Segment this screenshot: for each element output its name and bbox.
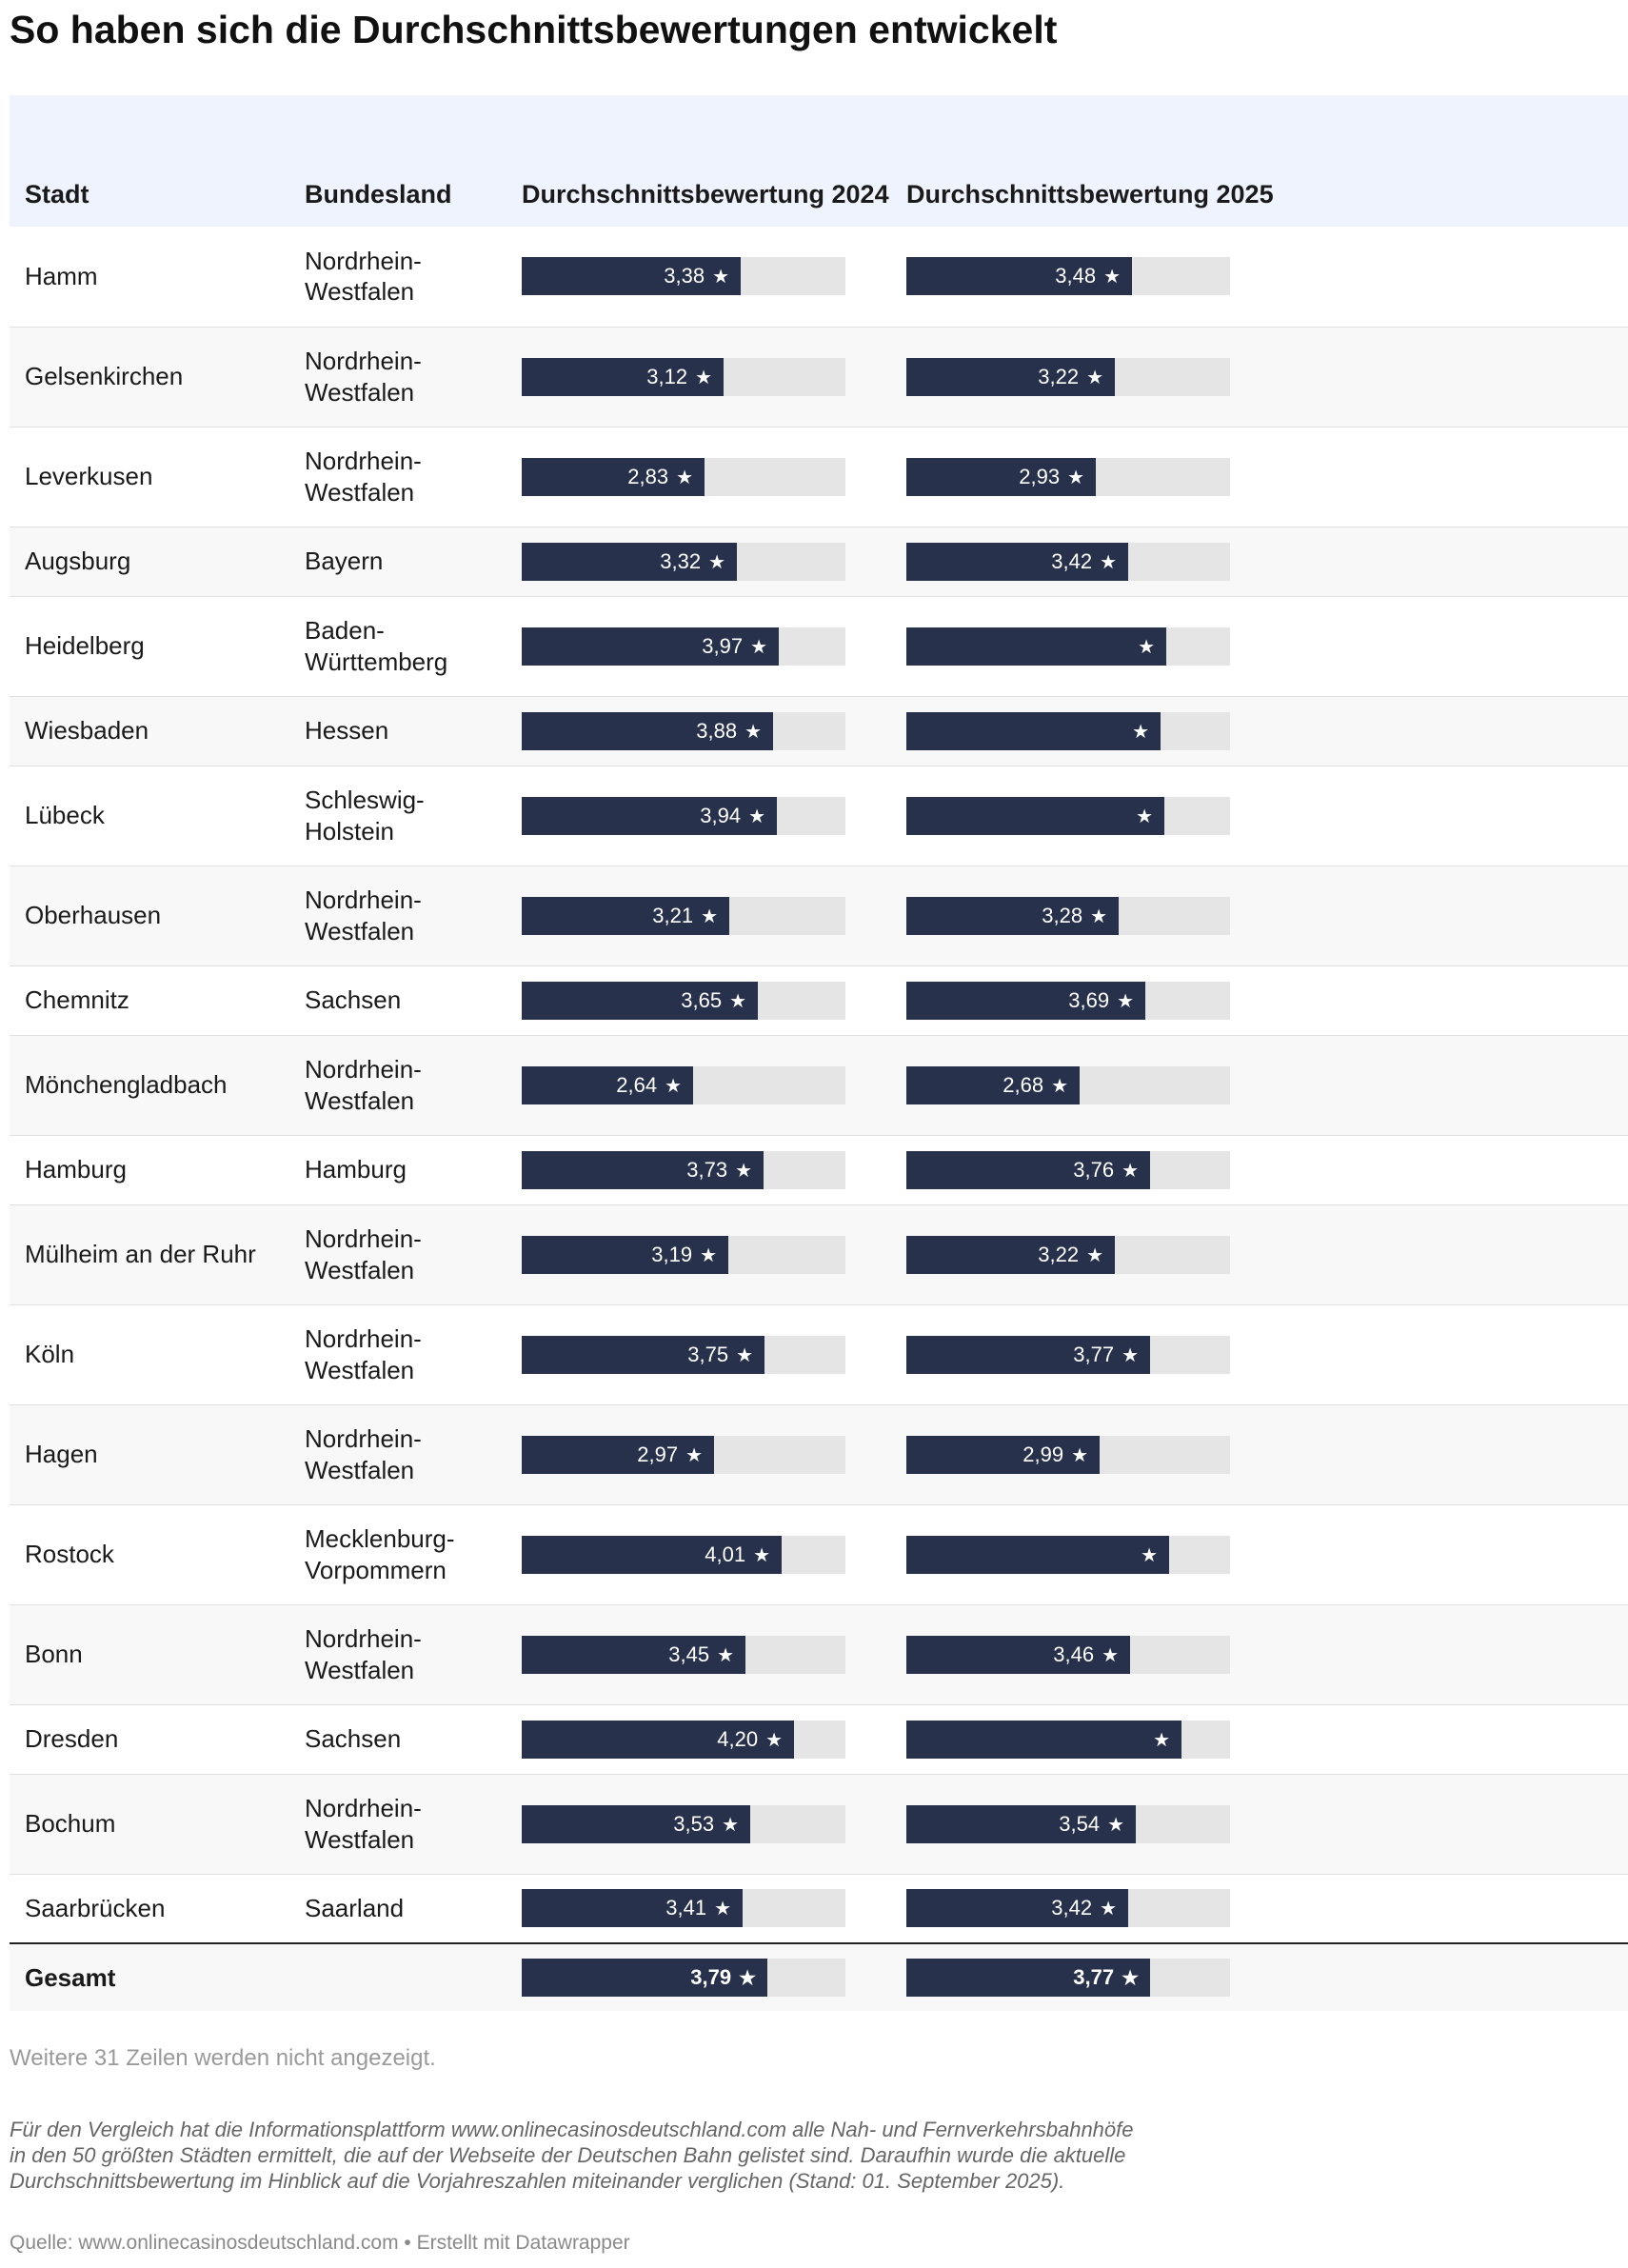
rating-value-2024: 3,41 (665, 1896, 707, 1920)
bar-label-2024 (522, 1236, 717, 1274)
city-cell: Leverkusen (25, 462, 153, 491)
table-row (10, 1704, 1628, 1774)
overflow-cell (1281, 766, 1628, 865)
city-cell: Augsburg (25, 547, 131, 576)
city-cell: Hamburg (25, 1155, 127, 1184)
bar-track-2024 (522, 358, 845, 396)
chart-title: So haben sich die Durchschnittsbewertungen entwickelt (10, 8, 1058, 51)
bar-label-2025 (906, 257, 1121, 295)
bar-track-2024 (522, 1536, 845, 1574)
rating-value-2024: 3,38 (664, 264, 705, 288)
bar-cell-2024 (512, 1874, 897, 1943)
state-cell: Nordrhein-Westfalen (305, 447, 422, 507)
column-header-2025[interactable]: Durchschnittsbewertung 2025 (906, 180, 1274, 209)
bar-label-2025 (906, 1151, 1139, 1189)
rating-value-2024: 3,45 (668, 1641, 710, 1666)
overflow-cell (1281, 1774, 1628, 1874)
bar-label-2025 (906, 897, 1107, 935)
bar-track-2024 (522, 797, 845, 835)
bar-track-2025 (906, 1336, 1230, 1374)
table-row (10, 1035, 1628, 1135)
rating-value-2024: 3,75 (687, 1342, 729, 1366)
bar-track-2025 (906, 1236, 1230, 1274)
bar-cell-2025 (897, 227, 1281, 327)
rating-value-2025: 2,93 (1019, 464, 1061, 488)
state-cell: Nordrhein-Westfalen (305, 1324, 422, 1384)
state-cell: Nordrhein-Westfalen (305, 1624, 422, 1684)
bar-cell-2025 (897, 427, 1281, 527)
overflow-cell (1281, 427, 1628, 527)
bar-label-2024 (522, 1336, 753, 1374)
bar-label-2025 (906, 797, 1153, 835)
city-cell: Heidelberg (25, 631, 145, 661)
bar-cell-2025 (897, 1204, 1281, 1304)
ratings-table-container (10, 95, 1274, 2011)
hidden-rows-note[interactable]: Weitere 31 Zeilen werden nicht angezeigt. (10, 2045, 436, 2071)
bar-track-2025 (906, 712, 1230, 750)
bar-track-2024 (522, 1721, 845, 1759)
state-cell: Saarland (305, 1894, 405, 1922)
bar-track-2024 (522, 1436, 845, 1474)
bar-cell-2024 (512, 865, 897, 965)
bar-track-2025 (906, 1805, 1230, 1843)
rating-value-2025: 3,42 (1051, 1896, 1093, 1920)
state-cell: Bayern (305, 547, 384, 576)
star-icon: ★ (700, 1244, 717, 1266)
star-icon: ★ (1102, 1644, 1119, 1666)
bar-cell-2024 (512, 1204, 897, 1304)
city-cell: Oberhausen (25, 901, 162, 930)
star-icon: ★ (1086, 367, 1103, 388)
star-icon: ★ (745, 721, 762, 743)
rating-value-2024: 3,32 (660, 548, 702, 573)
bar-track-2024 (522, 257, 845, 295)
bar-label-2024 (522, 712, 762, 750)
state-cell: Sachsen (305, 985, 402, 1015)
bar-track-2025 (906, 543, 1230, 581)
rating-value-2025: 3,54 (1059, 1811, 1101, 1836)
rating-value-2025: 3,22 (1038, 1242, 1080, 1266)
bar-label-2024 (522, 1889, 731, 1927)
bar-track-2024 (522, 1236, 845, 1274)
bar-cell-2025 (897, 1135, 1281, 1204)
rating-value-2024: 3,12 (646, 364, 688, 388)
table-row (10, 766, 1628, 865)
star-icon: ★ (717, 1644, 734, 1666)
rating-value-2024: 2,64 (616, 1072, 658, 1097)
total-bar-2024-cell (512, 1943, 897, 2011)
city-cell: Köln (25, 1340, 75, 1369)
bar-cell-2025 (897, 1874, 1281, 1943)
bar-label-2025 (906, 1805, 1124, 1843)
star-icon: ★ (722, 1814, 739, 1836)
bar-cell-2024 (512, 1504, 897, 1604)
city-cell: Bonn (25, 1640, 83, 1669)
rating-value-2024: 2,83 (627, 464, 669, 488)
rating-value-2024: 2,97 (637, 1442, 679, 1466)
city-cell: Lübeck (25, 801, 105, 830)
bar-track-2024 (522, 1151, 845, 1189)
bar-cell-2024 (512, 1704, 897, 1774)
bar-track-2024 (522, 1336, 845, 1374)
table-row (10, 965, 1628, 1035)
bar-label-2025 (906, 627, 1155, 666)
rating-value-2025: 3,76 (1073, 1157, 1115, 1182)
bar-label-2025 (906, 712, 1149, 750)
bar-track-2025 (906, 982, 1230, 1020)
bar-cell-2025 (897, 696, 1281, 766)
rating-value-2024: 3,19 (651, 1242, 693, 1266)
bar-cell-2024 (512, 596, 897, 696)
overflow-cell (1281, 1304, 1628, 1404)
bar-track-2025 (906, 358, 1230, 396)
city-cell: Bochum (25, 1809, 116, 1839)
table-row (10, 527, 1628, 596)
bar-label-2025 (906, 1336, 1139, 1374)
overflow-cell (1281, 1135, 1628, 1204)
city-cell: Saarbrücken (25, 1894, 166, 1922)
bar-track-2025 (906, 458, 1230, 496)
bar-label-2024 (522, 458, 693, 496)
state-cell: Nordrhein-Westfalen (305, 246, 422, 307)
bar-label-2025 (906, 1436, 1088, 1474)
bar-cell-2024 (512, 766, 897, 865)
overflow-cell (1281, 596, 1628, 696)
star-icon: ★ (701, 905, 718, 927)
bar-cell-2025 (897, 1704, 1281, 1774)
total-bar-2025-label (906, 1959, 1139, 1997)
bar-cell-2025 (897, 1304, 1281, 1404)
bar-label-2024 (522, 897, 718, 935)
star-icon: ★ (1138, 636, 1155, 658)
star-icon: ★ (1141, 1544, 1158, 1566)
state-cell: Baden-Württemberg (305, 616, 448, 676)
city-cell: Gelsenkirchen (25, 362, 184, 391)
overflow-cell (1281, 1404, 1628, 1504)
bar-cell-2024 (512, 1035, 897, 1135)
bar-cell-2024 (512, 696, 897, 766)
bar-track-2025 (906, 1436, 1230, 1474)
star-icon: ★ (1051, 1075, 1068, 1097)
overflow-cell (1281, 696, 1628, 766)
table-row (10, 1774, 1628, 1874)
overflow-cell (1281, 965, 1628, 1035)
star-icon: ★ (753, 1544, 770, 1566)
bar-cell-2024 (512, 327, 897, 427)
state-cell: Mecklenburg-Vorpommern (305, 1524, 455, 1584)
bar-cell-2025 (897, 1035, 1281, 1135)
star-icon: ★ (685, 1444, 703, 1466)
bar-label-2025 (906, 543, 1117, 581)
total-value-2024: 3,79 (690, 1965, 732, 1989)
source-line: Quelle: www.onlinecasinosdeutschland.com • Erstellt mit Datawrapper (10, 2232, 630, 2254)
star-icon: ★ (1153, 1729, 1170, 1751)
bar-cell-2024 (512, 1404, 897, 1504)
bar-label-2025 (906, 458, 1084, 496)
bar-cell-2024 (512, 427, 897, 527)
rating-value-2024: 4,01 (705, 1542, 746, 1566)
total-bar-2024-label (522, 1959, 756, 1997)
bar-track-2025 (906, 897, 1230, 935)
star-icon: ★ (1136, 806, 1153, 827)
overflow-cell (1281, 1504, 1628, 1604)
overflow-cell (1281, 1874, 1628, 1943)
bar-cell-2024 (512, 1604, 897, 1704)
total-bar-2025-cell (897, 1943, 1281, 2011)
bar-track-2025 (906, 1536, 1230, 1574)
star-icon: ★ (1100, 551, 1117, 573)
bar-label-2025 (906, 1889, 1117, 1927)
bar-cell-2025 (897, 766, 1281, 865)
bar-label-2024 (522, 797, 765, 835)
star-icon: ★ (1103, 267, 1121, 288)
rating-value-2024: 3,94 (700, 803, 742, 827)
state-cell: Nordrhein-Westfalen (305, 347, 422, 407)
bar-track-2025 (906, 1066, 1230, 1104)
bar-track-2025 (906, 1151, 1230, 1189)
state-cell: Hamburg (305, 1155, 407, 1184)
overflow-cell (1281, 227, 1628, 327)
state-cell: Nordrhein-Westfalen (305, 885, 422, 945)
overflow-cell (1281, 1035, 1628, 1135)
bar-label-2024 (522, 257, 729, 295)
bar-cell-2025 (897, 327, 1281, 427)
overflow-cell (1281, 1604, 1628, 1704)
star-icon: ★ (714, 1899, 731, 1920)
bar-track-2024 (522, 1889, 845, 1927)
city-cell: Hagen (25, 1440, 98, 1469)
bar-track-2024 (522, 897, 845, 935)
star-icon: ★ (1132, 721, 1149, 743)
rating-value-2024: 3,97 (702, 633, 744, 658)
city-cell: Mülheim an der Ruhr (25, 1240, 256, 1269)
star-icon: ★ (1086, 1244, 1103, 1266)
rating-value-2025: 3,69 (1068, 987, 1110, 1012)
column-header-bundesland[interactable]: Bundesland (305, 180, 452, 209)
star-icon: ★ (708, 551, 725, 573)
rating-value-2025: 3,48 (1055, 264, 1097, 288)
bar-label-2025 (906, 982, 1134, 1020)
bar-label-2024 (522, 358, 712, 396)
bar-label-2025 (906, 358, 1103, 396)
star-icon: ★ (1122, 1344, 1139, 1366)
overflow-cell (1281, 1204, 1628, 1304)
overflow-cell (1281, 327, 1628, 427)
bar-track-2025 (906, 1721, 1230, 1759)
total-bar-2025-track (906, 1959, 1230, 1997)
bar-track-2024 (522, 627, 845, 666)
bar-label-2024 (522, 543, 725, 581)
star-icon: ★ (736, 1344, 753, 1366)
bar-cell-2024 (512, 1774, 897, 1874)
star-icon: ★ (1071, 1444, 1088, 1466)
table-row (10, 865, 1628, 965)
total-label: Gesamt (25, 1962, 116, 1992)
bar-label-2025 (906, 1536, 1158, 1574)
rating-value-2025: 2,99 (1022, 1442, 1064, 1466)
bar-cell-2025 (897, 865, 1281, 965)
bar-track-2025 (906, 1636, 1230, 1674)
bar-cell-2025 (897, 1774, 1281, 1874)
city-cell: Dresden (25, 1724, 119, 1754)
table-row (10, 1135, 1628, 1204)
bar-track-2025 (906, 1889, 1230, 1927)
bar-cell-2025 (897, 596, 1281, 696)
state-cell: Hessen (305, 716, 389, 746)
rating-value-2025: 2,68 (1003, 1072, 1044, 1097)
bar-label-2024 (522, 1805, 739, 1843)
rating-value-2024: 3,88 (696, 718, 738, 743)
bar-label-2025 (906, 1721, 1170, 1759)
star-icon: ★ (1067, 467, 1084, 488)
total-overflow-cell (1281, 1943, 1628, 2011)
rating-value-2024: 3,73 (686, 1157, 728, 1182)
rating-value-2025: 3,42 (1051, 548, 1093, 573)
star-icon: ★ (1107, 1814, 1124, 1836)
table-body (10, 227, 1628, 1943)
star-icon: ★ (748, 806, 765, 827)
bar-label-2025 (906, 1066, 1068, 1104)
bar-cell-2024 (512, 965, 897, 1035)
state-cell: Schleswig-Holstein (305, 786, 425, 846)
rating-value-2025: 3,22 (1038, 364, 1080, 388)
city-cell: Chemnitz (25, 985, 129, 1015)
table-header-row (10, 95, 1628, 227)
bar-label-2024 (522, 1721, 783, 1759)
rating-value-2024: 3,53 (673, 1811, 715, 1836)
bar-cell-2025 (897, 1404, 1281, 1504)
bar-label-2024 (522, 1151, 752, 1189)
table-row (10, 1304, 1628, 1404)
bar-cell-2024 (512, 1304, 897, 1404)
column-header-2024[interactable]: Durchschnittsbewertung 2024 (522, 180, 889, 209)
star-icon: ★ (765, 1729, 783, 1751)
bar-track-2024 (522, 982, 845, 1020)
rating-value-2025: 3,46 (1053, 1641, 1095, 1666)
star-icon: ★ (1090, 905, 1107, 927)
city-cell: Wiesbaden (25, 716, 149, 746)
bar-cell-2025 (897, 1504, 1281, 1604)
total-bar-2024-track (522, 1959, 845, 1997)
bar-label-2024 (522, 627, 767, 666)
star-icon: ★ (695, 367, 712, 388)
bar-label-2024 (522, 1536, 770, 1574)
star-icon: ★ (665, 1075, 682, 1097)
star-icon: ★ (712, 267, 729, 288)
table-row (10, 327, 1628, 427)
city-cell: Mönchengladbach (25, 1070, 228, 1100)
bar-label-2025 (906, 1236, 1103, 1274)
table-row (10, 696, 1628, 766)
total-value-2025: 3,77 (1073, 1965, 1115, 1989)
bar-label-2024 (522, 1066, 682, 1104)
bar-track-2024 (522, 543, 845, 581)
bar-label-2025 (906, 1636, 1119, 1674)
overflow-cell (1281, 865, 1628, 965)
bar-cell-2025 (897, 1604, 1281, 1704)
star-icon: ★ (750, 636, 767, 658)
table-row (10, 596, 1628, 696)
bar-cell-2024 (512, 527, 897, 596)
bar-track-2024 (522, 712, 845, 750)
state-cell: Nordrhein-Westfalen (305, 1424, 422, 1484)
table-row (10, 1404, 1628, 1504)
overflow-cell (1281, 527, 1628, 596)
city-cell: Rostock (25, 1540, 114, 1569)
star-icon: ★ (1122, 1968, 1139, 1989)
rating-value-2024: 4,20 (717, 1726, 759, 1751)
table-row (10, 227, 1628, 327)
star-icon: ★ (1117, 990, 1134, 1012)
star-icon: ★ (729, 990, 746, 1012)
bar-label-2024 (522, 982, 746, 1020)
bar-cell-2025 (897, 527, 1281, 596)
overflow-cell (1281, 1704, 1628, 1774)
bar-track-2025 (906, 797, 1230, 835)
star-icon: ★ (676, 467, 693, 488)
total-row (10, 1943, 1628, 2011)
state-cell: Nordrhein-Westfalen (305, 1224, 422, 1284)
rating-value-2024: 3,65 (681, 987, 723, 1012)
table-row (10, 427, 1628, 527)
state-cell: Sachsen (305, 1724, 402, 1754)
rating-value-2025: 3,28 (1042, 903, 1083, 927)
bar-track-2025 (906, 627, 1230, 666)
bar-track-2024 (522, 1066, 845, 1104)
bar-track-2024 (522, 1636, 845, 1674)
rating-value-2025: 3,77 (1073, 1342, 1115, 1366)
table-row (10, 1874, 1628, 1943)
table-row (10, 1204, 1628, 1304)
rating-value-2024: 3,21 (652, 903, 694, 927)
bar-track-2025 (906, 257, 1230, 295)
city-cell: Hamm (25, 262, 98, 290)
total-bundesland-cell (289, 1943, 512, 2011)
bar-cell-2024 (512, 1135, 897, 1204)
table-row (10, 1604, 1628, 1704)
state-cell: Nordrhein-Westfalen (305, 1055, 422, 1115)
bar-cell-2025 (897, 965, 1281, 1035)
column-header-stadt[interactable]: Stadt (25, 180, 89, 209)
table-row (10, 1504, 1628, 1604)
ratings-table (10, 95, 1628, 2011)
column-header-overflow (1281, 95, 1628, 227)
star-icon: ★ (1100, 1899, 1117, 1920)
bar-label-2024 (522, 1636, 734, 1674)
star-icon: ★ (1122, 1160, 1139, 1182)
bar-track-2024 (522, 1805, 845, 1843)
bar-track-2024 (522, 458, 845, 496)
footnote: Für den Vergleich hat die Informationsplattform www.onlinecasinosdeutschland.com alle Nah- und Fernverkehrsbahnhöfe in den 50 größten Städten ermittelt, die auf der Webseite der Deutschen Bahn gelistet sind. Daraufhin wurde die aktuelle Durchschnittsbewertung im Hinblick auf die Vorjahreszahlen miteinander verglichen (Stand: 01. September 2025). (10, 2118, 1134, 2193)
state-cell: Nordrhein-Westfalen (305, 1794, 422, 1854)
star-icon: ★ (735, 1160, 752, 1182)
bar-label-2024 (522, 1436, 703, 1474)
bar-cell-2024 (512, 227, 897, 327)
star-icon: ★ (739, 1968, 756, 1989)
